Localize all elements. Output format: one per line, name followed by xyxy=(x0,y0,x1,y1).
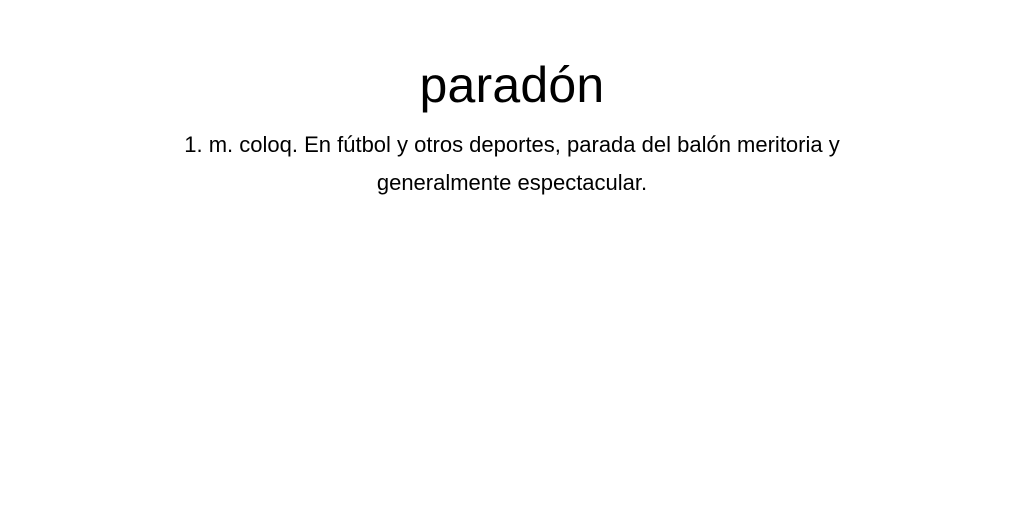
definition-1: 1. m. coloq. En fútbol y otros deportes, parada del balón meritoria y generalmente espectacular. xyxy=(184,132,840,195)
headword-title: paradón xyxy=(419,57,605,113)
